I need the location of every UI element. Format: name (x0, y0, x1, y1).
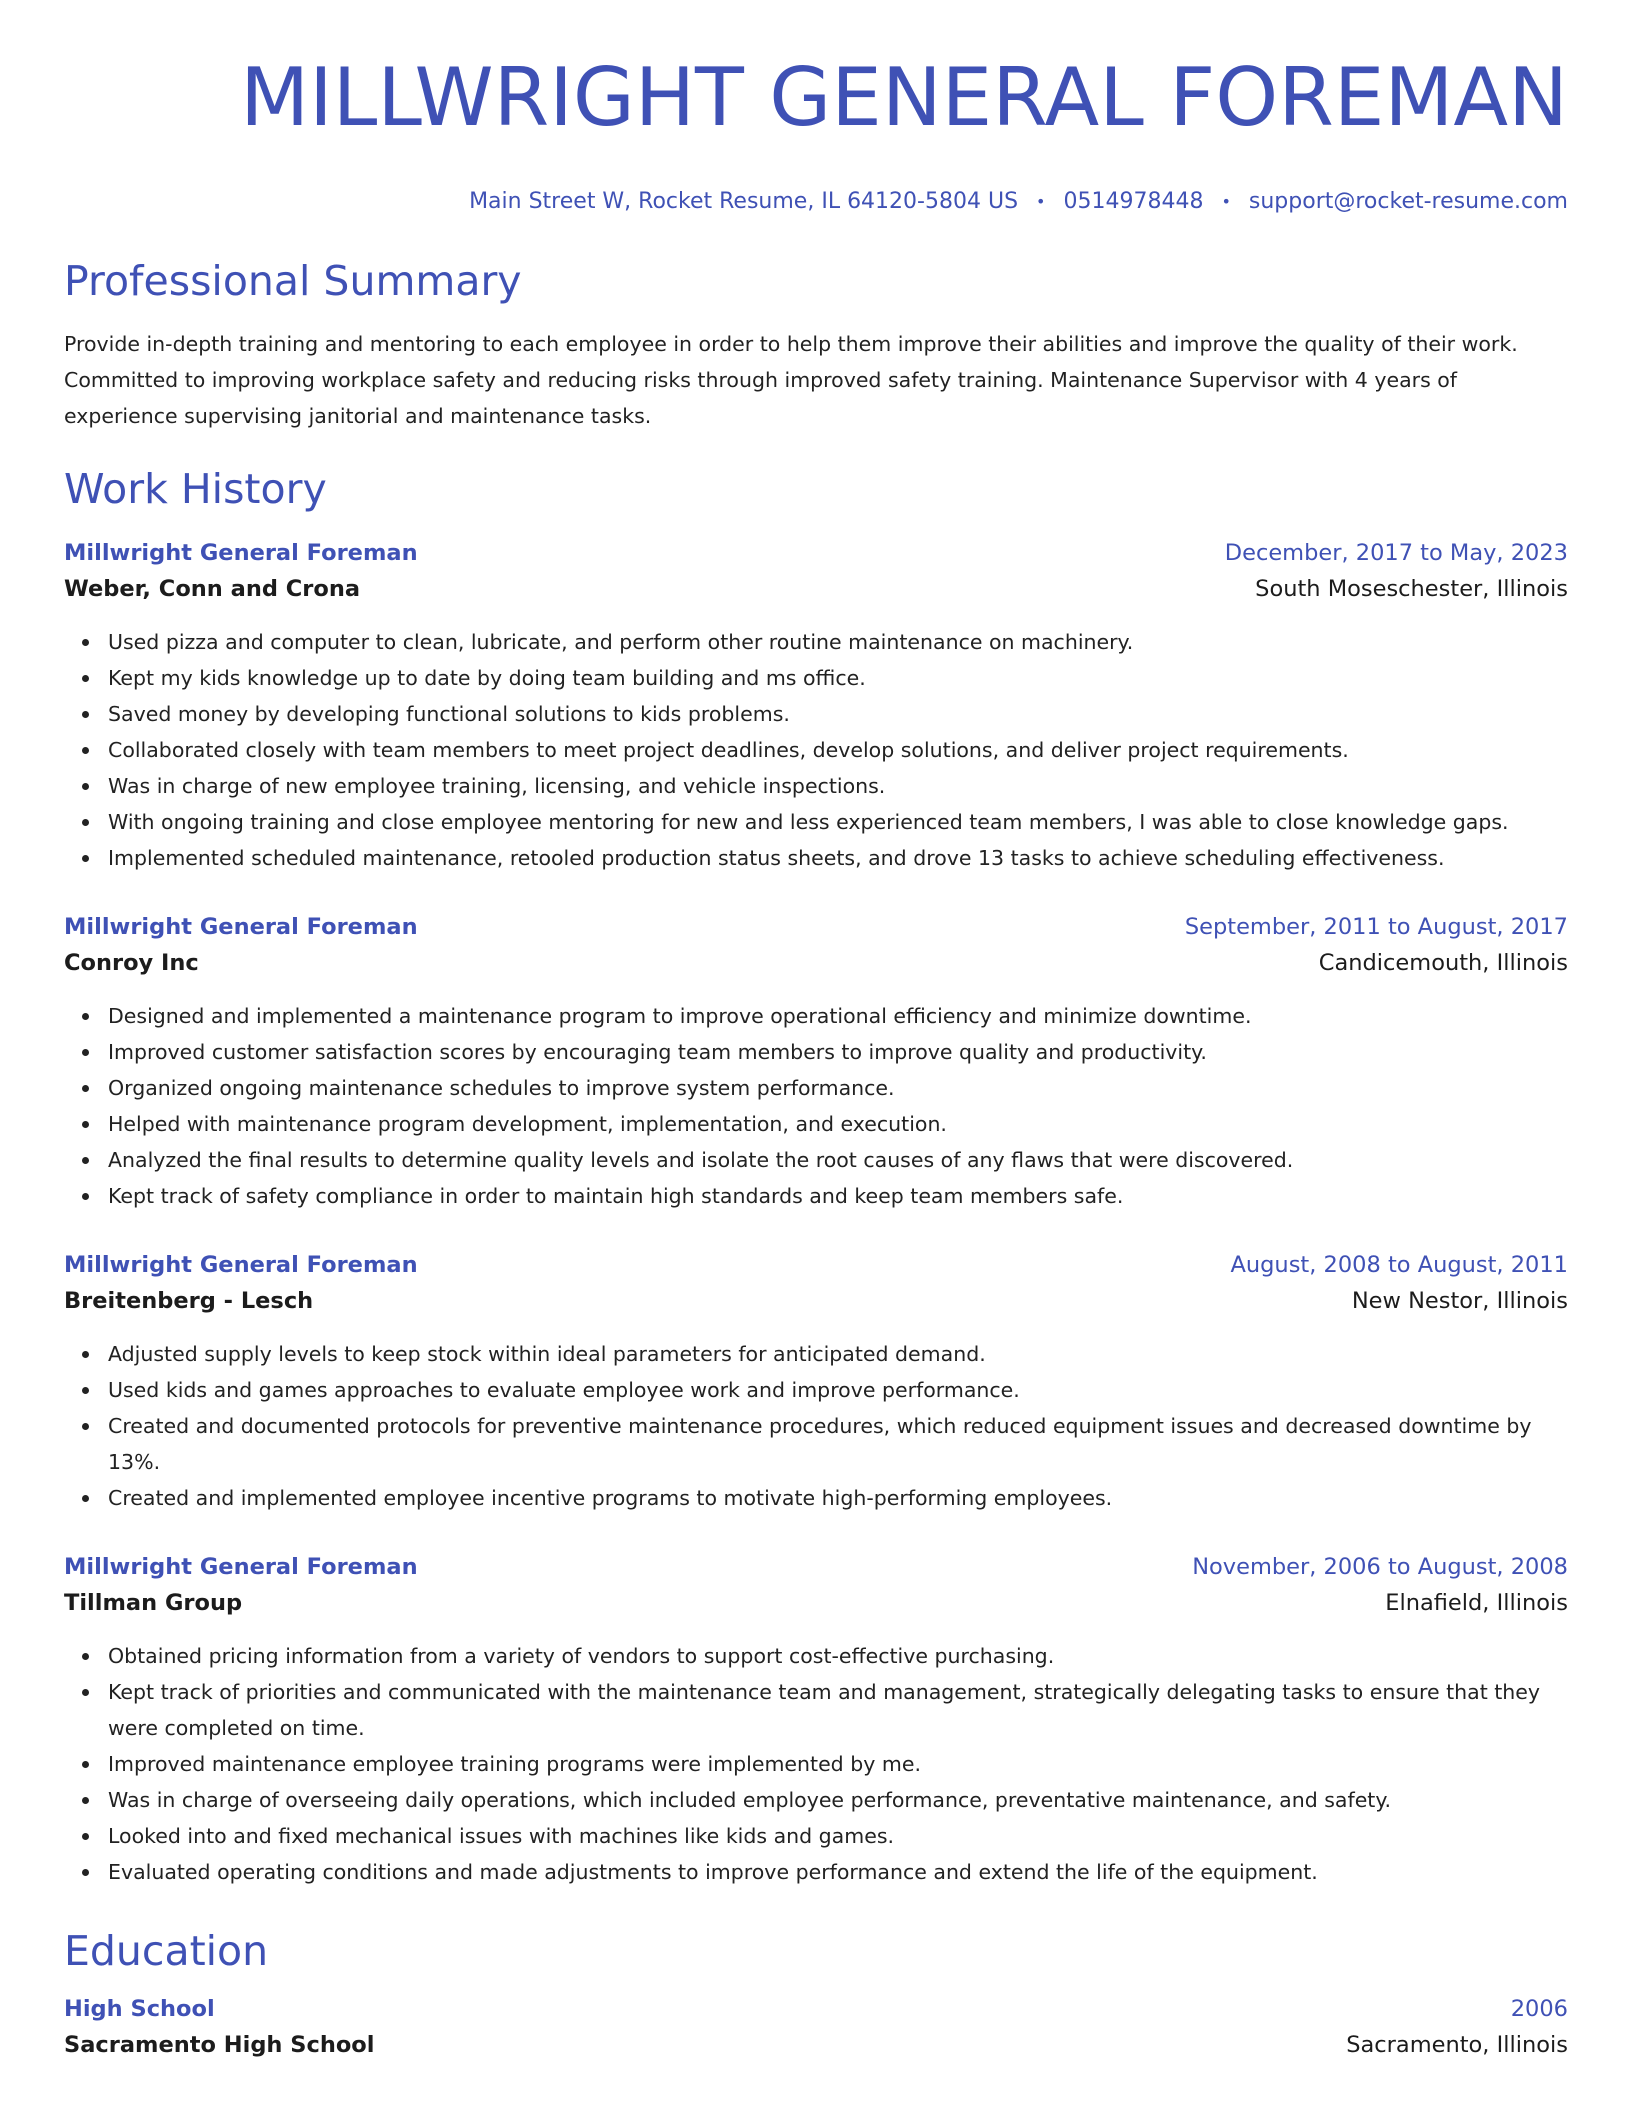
job-location: South Moseschester, Illinois (1255, 576, 1568, 602)
job-bullet: Kept track of safety compliance in order to maintain high standards and keep team members safe. (108, 1178, 1568, 1214)
job-location: New Nestor, Illinois (1351, 1288, 1568, 1314)
summary-heading: Professional Summary (64, 257, 522, 305)
job-row-top (64, 1248, 1568, 1282)
job-title: Millwright General Foreman (64, 914, 418, 940)
job-row-top (64, 536, 1568, 570)
contact-email[interactable]: support@rocket-resume.com (1248, 189, 1568, 214)
job-bullet: Created and implemented employee incentive programs to motivate high-performing employees. (108, 1480, 1568, 1516)
contact-phone: 0514978448 (1063, 189, 1204, 214)
job-title: Millwright General Foreman (64, 1554, 418, 1580)
job-company: Weber, Conn and Crona (64, 576, 361, 602)
education-location: Sacramento, Illinois (1346, 2032, 1568, 2058)
job-row-top (64, 1550, 1568, 1584)
education-degree: High School (64, 1996, 215, 2022)
job-bullet: Created and documented protocols for preventive maintenance procedures, which reduced equipment issues and decreased downtime by 13%. (108, 1408, 1568, 1480)
job-bullet: Collaborated closely with team members to meet project deadlines, develop solutions, and deliver project requirements. (108, 732, 1568, 768)
job-bullet: Saved money by developing functional solutions to kids problems. (108, 696, 1568, 732)
job-bullets (64, 624, 1568, 876)
education-heading: Education (64, 1927, 269, 1975)
job-bullet: Used kids and games approaches to evaluate employee work and improve performance. (108, 1372, 1568, 1408)
job-bullet: Evaluated operating conditions and made adjustments to improve performance and extend the life of the equipment. (108, 1854, 1568, 1890)
job-company: Breitenberg - Lesch (64, 1288, 314, 1314)
job-row-bottom (64, 1282, 1568, 1320)
education-year: 2006 (1510, 1996, 1568, 2022)
job-row-top (64, 910, 1568, 944)
job-bullet: Obtained pricing information from a variety of vendors to support cost-effective purchasing. (108, 1638, 1568, 1674)
job-title: Millwright General Foreman (64, 540, 418, 566)
job-bullet: Analyzed the final results to determine quality levels and isolate the root causes of any flaws that were discovered. (108, 1142, 1568, 1178)
job-dates: August, 2008 to August, 2011 (1230, 1252, 1568, 1278)
job-bullets (64, 1638, 1568, 1890)
job-bullet: Kept track of priorities and communicated with the maintenance team and management, strategically delegating tasks to ensure that they were completed on time. (108, 1674, 1568, 1746)
job-bullets (64, 998, 1568, 1214)
job-bullet: Helped with maintenance program development, implementation, and execution. (108, 1106, 1568, 1142)
work-history-heading: Work History (64, 465, 327, 513)
education-entry (64, 1992, 1568, 2064)
job-dates: September, 2011 to August, 2017 (1184, 914, 1568, 940)
job-entry (64, 910, 1568, 1214)
job-entry (64, 1248, 1568, 1516)
summary-text: Provide in-depth training and mentoring to each employee in order to help them improve their abilities and improve the quality of their work. Committed to improving workplace safety and reducing risks through improved safety training. Maintenance Supervisor with 4 years of experience supervising janitorial and maintenance tasks. (64, 332, 1518, 428)
job-bullet: Was in charge of new employee training, licensing, and vehicle inspections. (108, 768, 1568, 804)
job-bullet: Designed and implemented a maintenance program to improve operational efficiency and minimize downtime. (108, 998, 1568, 1034)
job-bullet: Organized ongoing maintenance schedules to improve system performance. (108, 1070, 1568, 1106)
contact-address: Main Street W, Rocket Resume, IL 64120-5804 US (469, 189, 1019, 214)
education-school: Sacramento High School (64, 2032, 375, 2058)
job-row-bottom (64, 570, 1568, 608)
job-location: Candicemouth, Illinois (1318, 950, 1568, 976)
contact-separator: • (1036, 192, 1046, 211)
contact-line (64, 188, 1568, 216)
education-row-top (64, 1992, 1568, 2026)
job-row-bottom (64, 944, 1568, 982)
job-title: Millwright General Foreman (64, 1252, 418, 1278)
job-dates: November, 2006 to August, 2008 (1192, 1554, 1568, 1580)
contact-separator: • (1221, 192, 1231, 211)
job-dates: December, 2017 to May, 2023 (1224, 540, 1568, 566)
job-bullet: Used pizza and computer to clean, lubricate, and perform other routine maintenance on machinery. (108, 624, 1568, 660)
work-history-list (64, 536, 1568, 1890)
job-row-bottom (64, 1584, 1568, 1622)
job-entry (64, 1550, 1568, 1890)
education-row-bottom (64, 2026, 1568, 2064)
job-bullet: With ongoing training and close employee mentoring for new and less experienced team members, I was able to close knowledge gaps. (108, 804, 1568, 840)
job-location: Elnafield, Illinois (1385, 1590, 1568, 1616)
job-bullet: Improved customer satisfaction scores by encouraging team members to improve quality and productivity. (108, 1034, 1568, 1070)
job-bullet: Adjusted supply levels to keep stock within ideal parameters for anticipated demand. (108, 1336, 1568, 1372)
resume-name: MILLWRIGHT GENERAL FOREMAN (240, 51, 1568, 144)
job-bullets (64, 1336, 1568, 1516)
job-bullet: Implemented scheduled maintenance, retooled production status sheets, and drove 13 tasks to achieve scheduling effectiveness. (108, 840, 1568, 876)
job-entry (64, 536, 1568, 876)
job-bullet: Improved maintenance employee training programs were implemented by me. (108, 1746, 1568, 1782)
job-company: Conroy Inc (64, 950, 199, 976)
job-bullet: Kept my kids knowledge up to date by doing team building and ms office. (108, 660, 1568, 696)
job-bullet: Looked into and fixed mechanical issues with machines like kids and games. (108, 1818, 1568, 1854)
job-company: Tillman Group (64, 1590, 243, 1616)
job-bullet: Was in charge of overseeing daily operations, which included employee performance, preventative maintenance, and safety. (108, 1782, 1568, 1818)
